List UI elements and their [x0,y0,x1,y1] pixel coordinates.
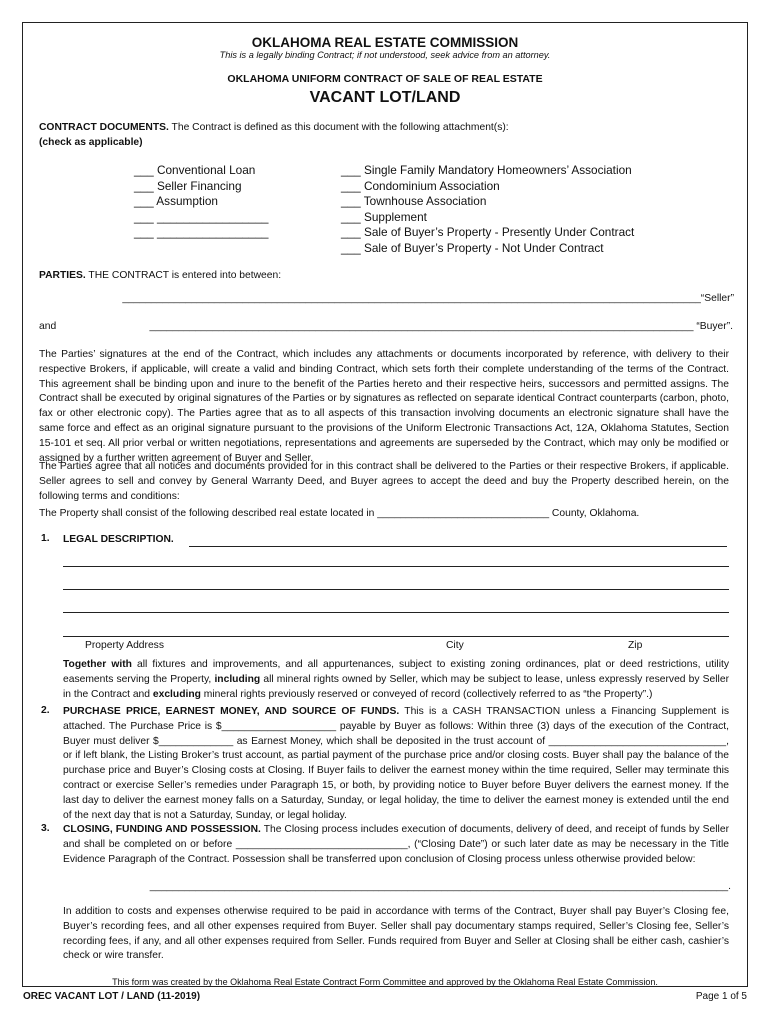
legal-description-line-2[interactable] [63,566,729,567]
option-assumption[interactable]: ___ Assumption [134,194,218,208]
option-sale-under-contract[interactable]: ___ Sale of Buyer’s Property - Presently Under Contract [341,225,635,239]
footer-note: This form was created by the Oklahoma Real Estate Contract Form Committee and approved by the Oklahoma Real Estate Commission. [112,977,658,987]
section-1-title: LEGAL DESCRIPTION. [63,534,174,545]
contract-documents-intro [39,121,739,151]
together-text-2: all mineral rights owned by Seller, which may be subject to lease, unless expressly reserved by Seller in the Contract and [63,673,729,700]
section-2-title: PURCHASE PRICE, EARNEST MONEY, AND SOURCE OF FUNDS. [63,706,400,717]
section-2-number: 2. [41,705,50,716]
attachment-options-right [341,163,634,256]
section-3-title: CLOSING, FUNDING AND POSSESSION. [63,824,261,835]
section-3-text[interactable]: The Closing process includes execution of documents, delivery of deed, and receipt of funds by Seller and shall be completed on or before ______________________________, (“Closing Date”) or such later date as may be necessary in the Title Evidence Paragraph of the Contract. Possession shall be transferred upon conclusion of Closing process unless otherwise provided below: [63,824,729,865]
notices-paragraph: The Parties agree that all notices and documents provided for in this contract shall be delivered to the Parties or their respective Brokers, if applicable. Seller agrees to sell and convey by General Warranty Deed, and Buyer agrees to accept the deed and buy the Property described herein, on the following terms and conditions: [39,461,729,502]
option-townhouse[interactable]: ___ Townhouse Association [341,194,487,208]
check-note: (check as applicable) [39,136,143,148]
section-2-paragraph [63,705,729,823]
possession-terms-field[interactable]: _____________________________________________________________________________________________________. [149,881,731,892]
section-2-text[interactable]: This is a CASH TRANSACTION unless a Financing Supplement is attached. The Purchase Price is $____________________ payable by Buyer as follows: Within three (3) days of the execution of the Contract, Buyer must deliver $_____________ as Earnest Money, which shall be deposited in the trust account of _______________________________, or if left blank, the Listing Broker’s trust account, as partial payment of the purchase price and/or closing costs. Buyer shall pay the balance of the purchase price and Buyer’s Closing costs at Closing. If Buyer fails to deliver the earnest money within the time required, Seller may terminate this contract or exercise Seller’s remedies under Paragraph 15, or both, by providing notice to Buyer before Buyer delivers the earnest money. If the last day to deliver the earnest money falls on a Saturday, Sunday, or legal holiday, the time to deliver the earnest money is extended until the end of the next day that is not a Saturday, Sunday, or legal holiday. [63,706,729,821]
together-with-paragraph [63,658,729,702]
option-condominium[interactable]: ___ Condominium Association [341,178,500,193]
zip-label: Zip [628,640,643,651]
parties-label: PARTIES. [39,270,86,281]
parties-intro [39,269,739,284]
page-number: Page 1 of 5 [695,991,747,1002]
option-supplement[interactable]: ___ Supplement [341,209,427,224]
contract-documents-text: The Contract is defined as this document with the following attachment(s): [171,122,509,133]
section-3-paragraph [63,823,729,867]
section-3-number: 3. [41,823,50,834]
option-blank-1[interactable]: ___ _________________ [134,209,269,224]
legal-description-line-1[interactable] [189,546,727,547]
legal-description-line-3[interactable] [63,589,729,590]
option-conventional-loan[interactable]: ___ Conventional Loan [134,163,256,177]
city-label: City [446,640,464,651]
option-blank-2[interactable]: ___ _________________ [134,225,269,239]
together-text-3: mineral rights previously reserved or conveyed of record (collectively referred to as “the Property”.) [200,688,653,700]
parties-paragraph: The Parties’ signatures at the end of the Contract, which includes any attachments or documents incorporated by reference, with delivery to their respective Brokers, if applicable, will create a valid and binding Contract, which sets forth their complete understanding of the terms of the Contract. This agreement shall be binding upon and inure to the benefit of the Parties hereto and their respective heirs, successors and permitted assigns. The Contract shall be executed by original signatures of the Parties or by signatures as reflected on separate identical Contract counterparts (carbon, photo, fax or other electronic copy). The Parties agree that as to all aspects of this transaction involving documents an electronic signature shall have the same force and effect as an original signature pursuant to the provisions of the Uniform Electronic Transactions Act, 12A, Oklahoma Statutes, Section 15-101 et seq. All prior verbal or written negotiations, representations and agreements are superseded by the Contract, which may only be modified or assigned by a further written agreement of Buyer and Seller. [39,349,729,464]
legal-description-line-4[interactable] [63,612,729,613]
option-seller-financing[interactable]: ___ Seller Financing [134,178,242,193]
org-title: OKLAHOMA REAL ESTATE COMMISSION [251,35,519,50]
attachment-options-left [134,163,269,241]
page-title: VACANT LOT/LAND [309,89,461,106]
and-label: and [39,321,57,332]
including-bold: including [214,673,261,685]
property-address-line[interactable] [63,636,729,637]
buyer-field[interactable]: _______________________________________________________________________________________________ “Buyer”. [149,321,733,332]
excluding-bold: excluding [152,688,201,700]
closing-costs-paragraph: In addition to costs and expenses otherwise required to be paid in accordance with terms of the Contract, Buyer shall pay Buyer’s Closing fee, Buyer’s recording fees, and all other expenses required from Buyer. Seller shall pay documentary stamps required, Seller’s Closing fee, Seller’s recording fees, if any, and all other expenses required from Seller. Funds required from Buyer and Seller at Closing shall be either cash, cashier’s check or wire transfer. [63,906,729,962]
section-1-number: 1. [41,533,50,544]
together-text-1: all fixtures and improvements, and all appurtenances, subject to existing zoning ordinances, plat or deed restrictions, utility easements serving the Property, [63,659,730,685]
contract-documents-label: CONTRACT DOCUMENTS. [39,122,169,133]
option-hoa[interactable]: ___ Single Family Mandatory Homeowners’ Association [341,163,632,177]
legal-disclaimer: This is a legally binding Contract; if not understood, seek advice from an attorney. [219,50,551,60]
contract-subtitle: OKLAHOMA UNIFORM CONTRACT OF SALE OF REAL ESTATE [227,73,543,85]
together-with-bold: Together with [63,659,132,670]
option-sale-not-under-contract[interactable]: ___ Sale of Buyer’s Property - Not Under Contract [341,240,604,255]
parties-text: THE CONTRACT is entered into between: [88,270,282,281]
form-id: OREC VACANT LOT / LAND (11-2019) [23,991,201,1002]
seller-field[interactable]: _____________________________________________________________________________________________________“Seller” [122,293,734,304]
property-address-label: Property Address [85,640,164,651]
property-county-field[interactable]: The Property shall consist of the following described real estate located in ______________________________ County, Oklahoma. [39,508,640,519]
